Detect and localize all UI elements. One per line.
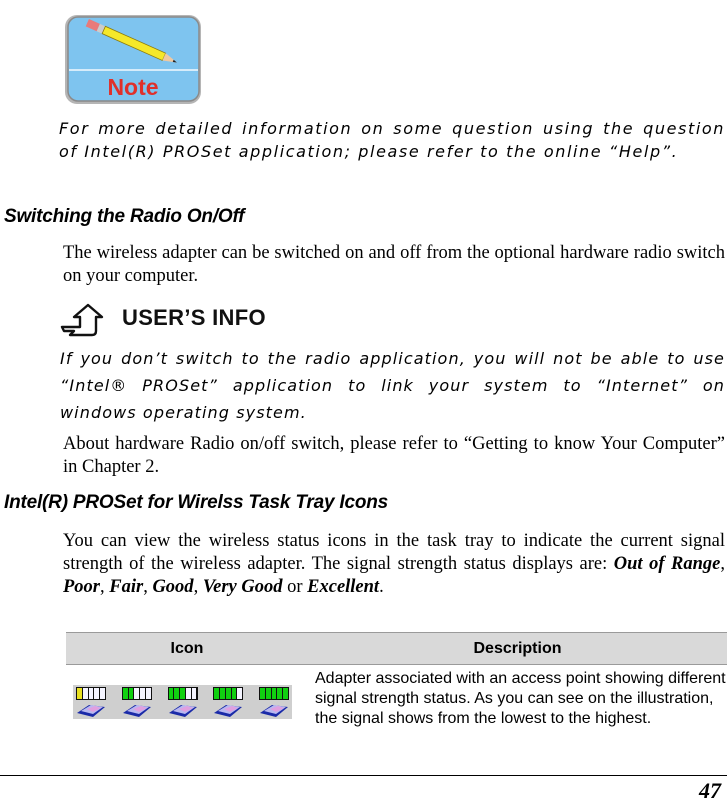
status-poor: Poor bbox=[63, 577, 100, 597]
note-icon bbox=[63, 13, 205, 108]
page-number: 47 bbox=[699, 778, 721, 803]
table-row bbox=[66, 665, 727, 755]
users-info-text: If you don’t switch to the radio application, you will not be able to use “Intel® PROSet” application to link your system to “Internet” on windows operating system. bbox=[60, 349, 725, 422]
users-info-arrow-icon bbox=[60, 303, 118, 337]
section-heading-radio: Switching the Radio On/Off bbox=[4, 206, 245, 227]
footer-divider bbox=[0, 775, 727, 776]
status-excellent: Excellent bbox=[307, 577, 380, 597]
status-out-of-range: Out of Range bbox=[613, 554, 721, 574]
table-cell-icon bbox=[66, 665, 308, 755]
signal-icons-strip bbox=[73, 685, 292, 719]
status-fair: Fair bbox=[109, 577, 144, 597]
signal-highest-icon bbox=[257, 685, 291, 719]
status-very-good: Very Good bbox=[202, 577, 283, 597]
section-heading-tray-icons: Intel(R) PROSet for Wirelss Task Tray Icons bbox=[4, 492, 389, 513]
signal-lowest-icon bbox=[74, 685, 108, 719]
signal-medium-icon bbox=[166, 685, 200, 719]
note-text: For more detailed information on some question using the question of Intel(R) PROSet application; please refer to the online “Help”. bbox=[59, 119, 725, 161]
users-info-banner bbox=[60, 303, 300, 337]
table-cell-description: Adapter associated with an access point showing different signal strength status. As you can see on the illustration, the signal shows from the lowest to the highest. bbox=[315, 670, 726, 727]
svg-text:Note: Note bbox=[107, 74, 159, 100]
users-info-label: USER’S INFO bbox=[122, 305, 266, 330]
signal-high-icon bbox=[211, 685, 245, 719]
tray-icons-paragraph: You can view the wireless status icons in the task tray to indicate the current signal strength of the wireless adapter. The signal strength status displays are: Out of Range, Poor, Fair, Good, Very Good or Excellent. bbox=[63, 531, 725, 597]
status-good: Good bbox=[152, 577, 194, 597]
tray-icons-table bbox=[66, 632, 727, 755]
radio-switch-paragraph: The wireless adapter can be switched on and off from the optional hardware radio switch on your computer. bbox=[63, 243, 725, 286]
radio-switch-reference-paragraph: About hardware Radio on/off switch, please refer to “Getting to know Your Computer” in Chapter 2. bbox=[63, 434, 725, 477]
column-header-icon: Icon bbox=[170, 640, 204, 657]
table-header bbox=[66, 632, 727, 665]
signal-low-icon bbox=[120, 685, 154, 719]
column-header-description: Description bbox=[473, 640, 562, 657]
